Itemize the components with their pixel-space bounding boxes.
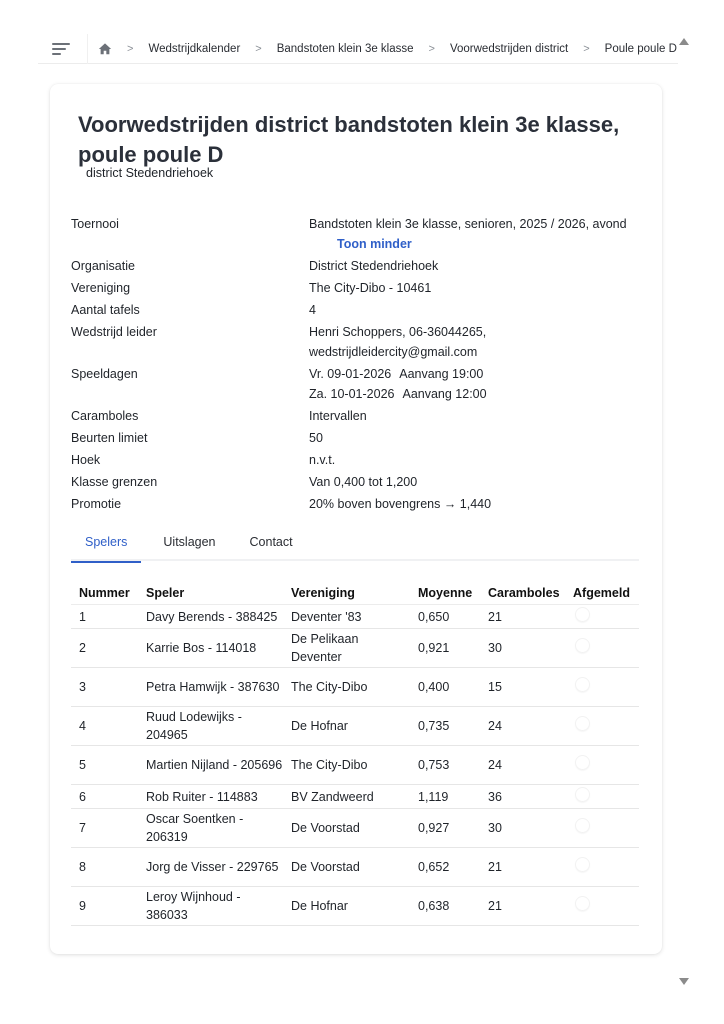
page-subtitle: district Stedendriehoek [86, 166, 214, 180]
cell-nummer: 4 [71, 707, 138, 746]
cell-nummer: 9 [71, 887, 138, 926]
info-row-toernooi [71, 214, 651, 254]
cell-afgemeld [565, 605, 639, 629]
cell-vereniging: De Voorstad [283, 848, 410, 887]
cell-speler: Leroy Wijnhoud - 386033 [138, 887, 283, 926]
cell-vereniging: The City-Dibo [283, 746, 410, 785]
cell-speler: Jorg de Visser - 229765 [138, 848, 283, 887]
cell-moyenne: 0,927 [410, 809, 480, 848]
info-row-promotie [71, 494, 651, 514]
info-value: n.v.t. [309, 453, 336, 467]
tab-contact[interactable]: Contact [249, 535, 293, 549]
cell-vereniging: The City-Dibo [283, 668, 410, 707]
table-row[interactable] [71, 809, 639, 848]
afgemeld-checkbox[interactable] [575, 716, 590, 731]
cell-nummer: 2 [71, 629, 138, 668]
cell-afgemeld [565, 629, 639, 668]
cell-vereniging: De Pelikaan Deventer [283, 629, 410, 668]
speeldag-date: Za. 10-01-2026 [309, 387, 395, 401]
breadcrumb-item-wedstrijdkalender[interactable]: Wedstrijdkalender [148, 42, 241, 55]
cell-nummer: 7 [71, 809, 138, 848]
table-row[interactable] [71, 746, 639, 785]
cell-caramboles: 24 [480, 746, 565, 785]
breadcrumb-item-voorwedstrijden[interactable]: Voorwedstrijden district [449, 42, 569, 55]
toon-minder-link[interactable]: Toon minder [337, 237, 412, 251]
players-table [71, 582, 639, 926]
cell-vereniging: Deventer '83 [283, 605, 410, 629]
chevron-right-icon: > [127, 42, 134, 55]
breadcrumb-item-bandstoten[interactable]: Bandstoten klein 3e klasse [276, 42, 414, 55]
cell-vereniging: De Hofnar [283, 707, 410, 746]
cell-caramboles: 15 [480, 668, 565, 707]
info-row-caramboles [71, 406, 651, 426]
cell-moyenne: 0,753 [410, 746, 480, 785]
table-row[interactable] [71, 785, 639, 809]
toernooi-value: Bandstoten klein 3e klasse, senioren, 2025 / 2026, avond [309, 217, 627, 231]
table-header-row [71, 582, 639, 605]
info-value: The City-Dibo - 10461 [309, 281, 432, 295]
afgemeld-checkbox[interactable] [575, 677, 590, 692]
cell-caramboles: 21 [480, 848, 565, 887]
tournament-info [71, 214, 651, 516]
cell-afgemeld [565, 746, 639, 785]
cell-speler: Davy Berends - 388425 [138, 605, 283, 629]
info-value: Intervallen [309, 409, 367, 423]
speeldag-start: Aanvang 12:00 [402, 387, 487, 401]
speeldag-date: Vr. 09-01-2026 [309, 367, 392, 381]
afgemeld-checkbox[interactable] [575, 896, 590, 911]
info-value: 20% boven bovengrens → 1,440 [309, 497, 492, 511]
afgemeld-checkbox[interactable] [575, 638, 590, 653]
info-label: Promotie [71, 497, 122, 511]
cell-nummer: 8 [71, 848, 138, 887]
info-label: Wedstrijd leider [71, 325, 157, 339]
leider-email: wedstrijdleidercity@gmail.com [309, 345, 478, 359]
cell-speler: Petra Hamwijk - 387630 [138, 668, 283, 707]
column-header-nummer[interactable]: Nummer [71, 582, 138, 605]
cell-caramboles: 24 [480, 707, 565, 746]
cell-afgemeld [565, 707, 639, 746]
table-row[interactable] [71, 605, 639, 629]
cell-nummer: 6 [71, 785, 138, 809]
afgemeld-checkbox[interactable] [575, 755, 590, 770]
cell-speler: Ruud Lodewijks - 204965 [138, 707, 283, 746]
column-header-caramboles[interactable]: Caramboles [480, 582, 565, 605]
cell-speler: Rob Ruiter - 114883 [138, 785, 283, 809]
cell-afgemeld [565, 887, 639, 926]
cell-moyenne: 0,650 [410, 605, 480, 629]
info-row-hoek [71, 450, 651, 470]
info-row-tafels [71, 300, 651, 320]
cell-afgemeld [565, 668, 639, 707]
cell-speler: Martien Nijland - 205696 [138, 746, 283, 785]
info-value-speeldagen [309, 364, 651, 404]
info-label: Klasse grenzen [71, 475, 158, 489]
column-header-speler[interactable]: Speler [138, 582, 283, 605]
home-icon[interactable] [98, 42, 112, 56]
speeldag [309, 364, 651, 384]
afgemeld-checkbox[interactable] [575, 857, 590, 872]
cell-moyenne: 1,119 [410, 785, 480, 809]
breadcrumb [98, 42, 677, 56]
table-row[interactable] [71, 887, 639, 926]
table-row[interactable] [71, 707, 639, 746]
column-header-afgemeld[interactable]: Afgemeld [565, 582, 639, 605]
cell-caramboles: 30 [480, 629, 565, 668]
cell-speler: Karrie Bos - 114018 [138, 629, 283, 668]
info-row-organisatie [71, 256, 651, 276]
scroll-up-arrow-icon[interactable] [679, 38, 689, 45]
info-label: Vereniging [71, 281, 131, 295]
cell-moyenne: 0,652 [410, 848, 480, 887]
cell-nummer: 1 [71, 605, 138, 629]
info-row-speeldagen [71, 364, 651, 404]
afgemeld-checkbox[interactable] [575, 787, 590, 802]
cell-caramboles: 21 [480, 605, 565, 629]
afgemeld-checkbox[interactable] [575, 607, 590, 622]
cell-vereniging: De Voorstad [283, 809, 410, 848]
cell-vereniging: BV Zandweerd [283, 785, 410, 809]
cell-nummer: 5 [71, 746, 138, 785]
cell-caramboles: 36 [480, 785, 565, 809]
table-row[interactable] [71, 668, 639, 707]
cell-afgemeld [565, 785, 639, 809]
cell-caramboles: 30 [480, 809, 565, 848]
info-row-grenzen [71, 472, 651, 492]
chevron-right-icon: > [255, 42, 262, 55]
info-value: 4 [309, 303, 316, 317]
info-label: Organisatie [71, 259, 135, 273]
cell-moyenne: 0,638 [410, 887, 480, 926]
tab-spelers[interactable]: Spelers [71, 528, 141, 561]
info-value: 50 [309, 431, 323, 445]
info-row-beurten [71, 428, 651, 448]
menu-icon[interactable] [50, 37, 78, 61]
cell-caramboles: 21 [480, 887, 565, 926]
tab-uitslagen[interactable]: Uitslagen [163, 535, 216, 549]
info-label: Speeldagen [71, 367, 138, 381]
cell-speler: Oscar Soentken - 206319 [138, 809, 283, 848]
column-header-vereniging[interactable]: Vereniging [283, 582, 410, 605]
info-label: Caramboles [71, 409, 139, 423]
cell-moyenne: 0,400 [410, 668, 480, 707]
info-label: Toernooi [71, 217, 119, 231]
tab-bar [71, 528, 639, 561]
breadcrumb-item-poule[interactable]: Poule poule D [604, 42, 677, 55]
info-value-toernooi [309, 214, 651, 254]
cell-vereniging: De Hofnar [283, 887, 410, 926]
cell-moyenne: 0,735 [410, 707, 480, 746]
speeldag-start: Aanvang 19:00 [399, 367, 484, 381]
info-value: District Stedendriehoek [309, 259, 439, 273]
info-label: Aantal tafels [71, 303, 140, 317]
page-title: Voorwedstrijden district bandstoten klein 3e klasse, poule poule D [78, 112, 620, 167]
top-bar [38, 34, 678, 64]
divider [87, 34, 88, 64]
cell-nummer: 3 [71, 668, 138, 707]
info-label: Beurten limiet [71, 431, 148, 445]
table-row[interactable] [71, 629, 639, 668]
table-row[interactable] [71, 848, 639, 887]
cell-afgemeld [565, 809, 639, 848]
column-header-moyenne[interactable]: Moyenne [410, 582, 480, 605]
leider-name-phone: Henri Schoppers, 06-36044265, [309, 325, 487, 339]
info-value: Van 0,400 tot 1,200 [309, 475, 418, 489]
cell-afgemeld [565, 848, 639, 887]
speeldag [309, 384, 651, 404]
info-row-vereniging [71, 278, 651, 298]
info-value-leider [309, 322, 651, 362]
chevron-right-icon: > [428, 42, 435, 55]
scroll-down-arrow-icon[interactable] [679, 978, 689, 985]
tournament-card [50, 84, 662, 954]
info-row-leider [71, 322, 651, 362]
chevron-right-icon: > [583, 42, 590, 55]
afgemeld-checkbox[interactable] [575, 818, 590, 833]
cell-moyenne: 0,921 [410, 629, 480, 668]
info-label: Hoek [71, 453, 101, 467]
